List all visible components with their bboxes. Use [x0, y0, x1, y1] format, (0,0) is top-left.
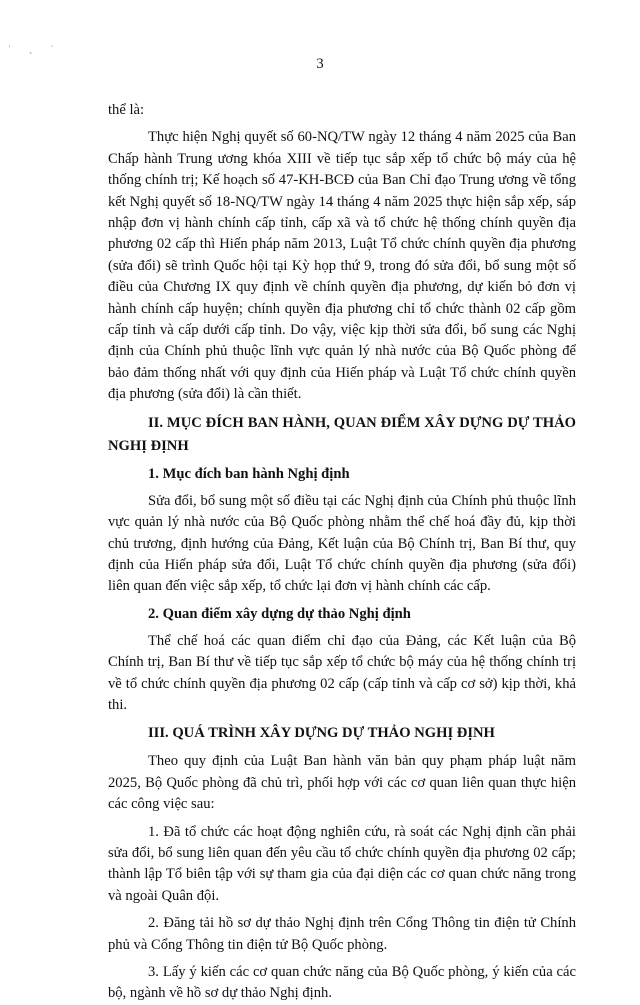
paragraph-step-2: 2. Đăng tải hồ sơ dự thảo Nghị định trên Cổng Thông tin điện tử Chính phủ và Cổng Thông tin điện tử Bộ Quốc phòng.: [108, 915, 576, 953]
subheading-purpose: 1. Mục đích ban hành Nghị định: [148, 465, 350, 482]
paragraph-background: Thực hiện Nghị quyết số 60-NQ/TW ngày 12 tháng 4 năm 2025 của Ban Chấp hành Trung ương khóa XIII về tiếp tục sắp xếp tổ chức bộ máy của hệ thống chính trị; Kế hoạch số 47-KH-BCĐ của Ban Chỉ đạo Trung ương về tổng kết Nghị quyết số 18-NQ/TW ngày 14 tháng 4 năm 2025 thực hiện sắp xếp, sáp nhập đơn vị hành chính cấp tỉnh, cấp xã và tổ chức hệ thống chính quyền địa phương 02 cấp thì Hiến pháp năm 2013, Luật Tổ chức chính quyền địa phương (sửa đổi) sẽ trình Quốc hội tại Kỳ họp thứ 9, trong đó sửa đổi, bổ sung một số điều của Chương IX quy định về chính quyền địa phương, dự kiến bỏ đơn vị hành chính cấp huyện; chính quyền địa phương chỉ tổ chức thành 02 cấp gồm cấp tỉnh và cấp dưới cấp tỉnh. Do vậy, việc kịp thời sửa đổi, bổ sung các Nghị định của Chính phủ thuộc lĩnh vực quản lý nhà nước của Bộ Quốc phòng để bảo đảm thống nhất với quy định của Hiến pháp và Luật Tổ chức chính quyền địa phương (sửa đổi) là cần thiết.: [108, 129, 576, 403]
subheading-viewpoint: 2. Quan điểm xây dựng dự thảo Nghị định: [148, 605, 411, 622]
paragraph-step-1: 1. Đã tổ chức các hoạt động nghiên cứu, rà soát các Nghị định cần phải sửa đổi, bổ sung liên quan đến yêu cầu tổ chức chính quyền địa phương 02 cấp; thành lập Tổ biên tập với sự tham gia của đại diện các cơ quan chức năng trong và ngoài Quân đội.: [108, 823, 576, 904]
paragraph-step-3: 3. Lấy ý kiến các cơ quan chức năng của Bộ Quốc phòng, ý kiến của các bộ, ngành về hồ sơ dự thảo Nghị định.: [108, 964, 576, 1002]
scan-specks: ˙ ˏ ˙: [8, 44, 62, 54]
paragraph-viewpoint: Thể chế hoá các quan điểm chỉ đạo của Đảng, các Kết luận của Bộ Chính trị, Ban Bí thư về tiếp tục sắp xếp tổ chức bộ máy của hệ thống chính trị về tổ chức chính quyền địa phương 02 cấp (cấp tỉnh và cấp cơ sở) kịp thời, khả thi.: [108, 632, 576, 713]
paragraph-purpose: Sửa đổi, bổ sung một số điều tại các Nghị định của Chính phủ thuộc lĩnh vực quản lý nhà nước của Bộ Quốc phòng nhằm thể chế hoá đầy đủ, kịp thời chủ trương, định hướng của Đảng, Kết luận của Bộ Chính trị, Ban Bí thư, quy định của Hiến pháp sửa đổi, Luật Tổ chức chính quyền địa phương (sửa đổi) liên quan đến việc sắp xếp, tổ chức lại đơn vị hành chính các cấp.: [108, 492, 576, 595]
page-number: 3: [316, 56, 324, 72]
paragraph-continuation: thể là:: [108, 102, 145, 118]
document-body: [108, 100, 576, 1005]
section-heading-ii: II. MỤC ĐÍCH BAN HÀNH, QUAN ĐIỂM XÂY DỰNG DỰ THẢO NGHỊ ĐỊNH: [108, 414, 576, 454]
section-heading-iii: III. QUÁ TRÌNH XÂY DỰNG DỰ THẢO NGHỊ ĐỊNH: [148, 725, 495, 742]
paragraph-process-intro: Theo quy định của Luật Ban hành văn bản quy phạm pháp luật năm 2025, Bộ Quốc phòng đã chủ trì, phối hợp với các cơ quan liên quan thực hiện các công việc sau:: [108, 753, 576, 813]
